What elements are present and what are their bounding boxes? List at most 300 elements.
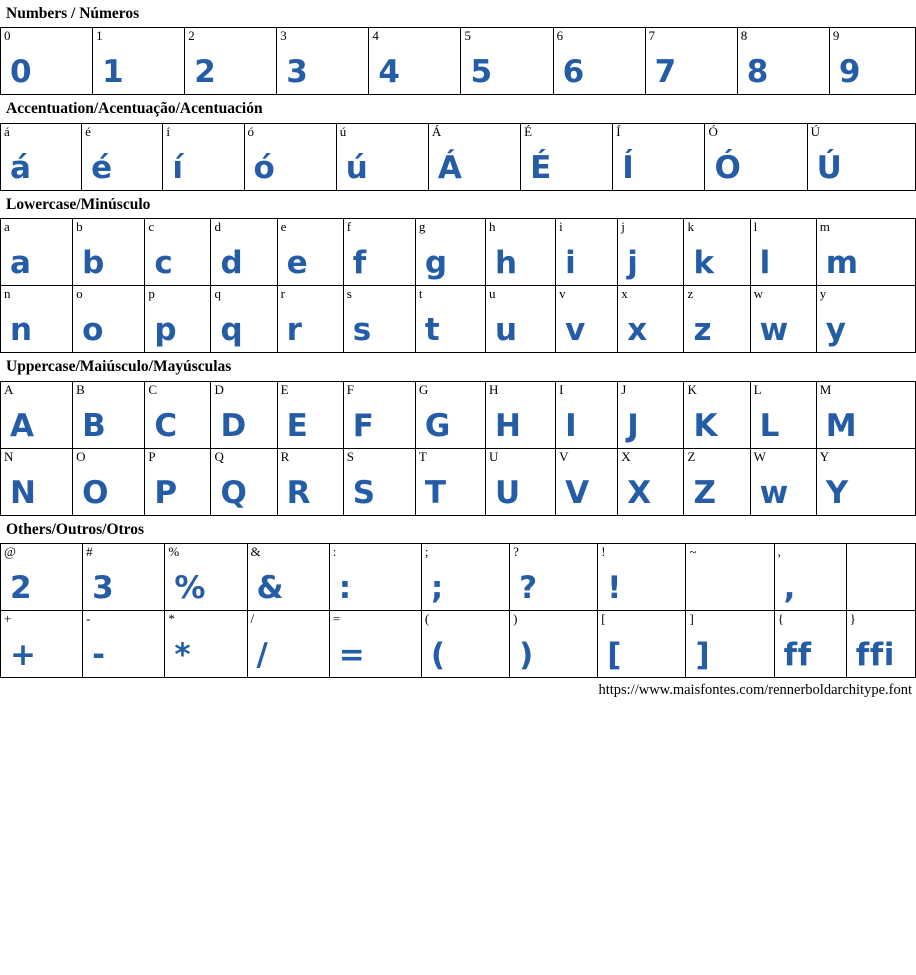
glyph-cell-inner	[82, 124, 162, 190]
glyph-cell-inner	[145, 449, 210, 515]
glyph-char-preview: w	[759, 312, 789, 349]
glyph-cell	[461, 28, 553, 95]
glyph-char-label: R	[280, 448, 290, 464]
glyph-char-label: k	[687, 219, 694, 235]
glyph-char-preview: Ú	[816, 149, 843, 186]
glyph-cell-inner	[684, 449, 749, 515]
glyph-char-label: Ú	[810, 123, 821, 139]
glyph-char-preview: j	[627, 245, 639, 282]
glyph-char-preview: 1	[102, 54, 125, 91]
glyph-char-label: T	[418, 448, 427, 464]
glyph-cell	[369, 28, 461, 95]
glyph-char-label: t	[418, 286, 423, 302]
glyph-char-preview: v	[565, 312, 586, 349]
glyph-cell	[145, 448, 211, 515]
glyph-row	[1, 286, 916, 353]
glyph-char-label: j	[621, 219, 625, 235]
glyph-cell-inner	[145, 286, 210, 352]
glyph-cell-inner	[646, 28, 737, 94]
glyph-cell	[486, 381, 556, 448]
glyph-char-label: B	[76, 381, 85, 397]
glyph-cell-inner	[211, 219, 276, 285]
glyph-cell-inner	[145, 382, 210, 448]
glyph-cell-inner	[344, 286, 415, 352]
glyph-cell-inner	[618, 382, 683, 448]
glyph-char-label: 5	[464, 28, 471, 44]
glyph-char-label: I	[559, 381, 564, 397]
glyph-char-preview: b	[82, 245, 105, 282]
glyph-char-preview: u	[495, 312, 518, 349]
glyph-cell-inner	[278, 286, 343, 352]
glyph-char-preview: -	[92, 636, 106, 673]
glyph-char-preview: Ó	[714, 149, 742, 186]
glyph-cell-inner	[556, 449, 617, 515]
glyph-cell	[750, 448, 816, 515]
glyph-cell-inner	[817, 219, 915, 285]
glyph-cell	[705, 123, 807, 190]
glyph-char-label: L	[753, 381, 762, 397]
glyph-char-label: Z	[687, 448, 696, 464]
glyph-char-preview: &	[256, 569, 285, 606]
glyph-char-label: (	[424, 610, 430, 626]
glyph-cell	[737, 28, 829, 95]
glyph-cell	[556, 381, 618, 448]
glyph-cell-inner	[245, 124, 336, 190]
glyph-char-label: 1	[96, 28, 103, 44]
glyph-char-label: á	[4, 123, 10, 139]
glyph-cell-inner	[1, 449, 72, 515]
glyph-char-label: *	[168, 610, 175, 626]
glyph-char-preview: 7	[654, 54, 677, 91]
glyph-cell-inner	[278, 219, 343, 285]
glyph-char-label: H	[489, 381, 499, 397]
glyph-cell-inner	[278, 449, 343, 515]
glyph-char-label: =	[332, 610, 341, 626]
glyph-char-label: s	[346, 286, 352, 302]
glyph-cell-inner	[165, 611, 246, 677]
glyph-char-label: /	[250, 610, 255, 626]
glyph-char-preview: ó	[253, 149, 276, 186]
glyph-cell	[415, 286, 485, 353]
glyph-cell	[774, 543, 846, 610]
glyph-char-label: O	[76, 448, 86, 464]
glyph-char-label: %	[168, 543, 180, 559]
glyph-cell	[277, 286, 343, 353]
glyph-cell-inner	[73, 219, 144, 285]
glyph-cell-inner	[510, 544, 597, 610]
glyph-char-label: N	[4, 448, 14, 464]
glyph-cell-inner	[1, 611, 82, 677]
glyph-char-preview: ;	[430, 569, 444, 606]
glyph-char-preview: 2	[10, 569, 33, 606]
glyph-cell	[556, 286, 618, 353]
glyph-char-preview: E	[286, 407, 309, 444]
glyph-cell	[277, 28, 369, 95]
glyph-char-preview: ]	[695, 636, 711, 673]
glyph-char-label: i	[559, 219, 563, 235]
glyph-char-label: {	[777, 610, 784, 626]
glyph-row	[1, 28, 916, 95]
glyph-cell	[556, 448, 618, 515]
glyph-row	[1, 543, 916, 610]
glyph-char-label: n	[4, 286, 11, 302]
glyph-cell	[329, 610, 421, 677]
glyph-char-preview: y	[825, 312, 847, 349]
glyph-cell-inner	[486, 286, 555, 352]
glyph-cell-inner	[817, 286, 915, 352]
glyph-cell-inner	[521, 124, 612, 190]
glyph-char-preview: 5	[470, 54, 493, 91]
glyph-char-preview: /	[256, 636, 269, 673]
glyph-char-preview: É	[530, 149, 552, 186]
glyph-cell-inner	[93, 28, 184, 94]
glyph-char-label: V	[559, 448, 569, 464]
glyph-cell	[82, 123, 163, 190]
glyph-cell	[421, 543, 509, 610]
glyph-char-label: f	[346, 219, 352, 235]
glyph-cell-inner	[422, 544, 509, 610]
glyph-cell-inner	[556, 286, 617, 352]
glyph-char-label: 8	[740, 28, 748, 44]
glyph-char-preview: d	[220, 245, 244, 282]
glyph-char-preview: B	[82, 407, 107, 444]
glyph-char-preview: )	[519, 636, 534, 673]
glyph-cell	[165, 543, 247, 610]
glyph-char-label: M	[819, 381, 832, 397]
glyph-char-label: !	[601, 543, 606, 559]
section-title-4: Uppercase/Maiúsculo/Mayúsculas	[6, 358, 232, 376]
glyph-char-preview: %	[174, 569, 206, 606]
glyph-cell-inner	[556, 219, 617, 285]
glyph-cell	[618, 381, 684, 448]
glyph-row	[1, 381, 916, 448]
glyph-char-preview: H	[495, 407, 522, 444]
glyph-char-preview: r	[286, 312, 303, 349]
glyph-char-label: ]	[689, 610, 694, 626]
glyph-cell	[816, 219, 915, 286]
glyph-cell-inner	[486, 382, 555, 448]
glyph-char-label: :	[332, 543, 337, 559]
glyph-char-label: y	[819, 286, 827, 302]
glyph-cell	[618, 219, 684, 286]
glyph-cell	[846, 543, 915, 610]
glyph-cell	[211, 219, 277, 286]
glyph-cell	[343, 381, 415, 448]
glyph-char-label: C	[148, 381, 157, 397]
glyph-cell-inner	[369, 28, 460, 94]
glyph-char-preview: o	[82, 312, 104, 349]
glyph-char-label: [	[601, 610, 606, 626]
glyph-cell	[684, 448, 750, 515]
glyph-char-label: K	[687, 381, 697, 397]
glyph-cell-inner	[705, 124, 806, 190]
glyph-cell	[73, 219, 145, 286]
glyph-cell	[165, 610, 247, 677]
glyph-cell	[1, 610, 83, 677]
glyph-char-label: S	[346, 448, 354, 464]
glyph-char-label: é	[85, 123, 91, 139]
glyph-cell-inner	[429, 124, 520, 190]
glyph-char-preview: n	[10, 312, 33, 349]
glyph-char-preview: Q	[220, 474, 248, 511]
glyph-cell-inner	[847, 544, 915, 610]
glyph-cell	[415, 219, 485, 286]
glyph-char-preview: G	[424, 407, 451, 444]
glyph-char-label: ?	[513, 543, 519, 559]
glyph-char-label: F	[346, 381, 354, 397]
glyph-cell-inner	[554, 28, 645, 94]
glyph-char-label: ú	[339, 123, 347, 139]
glyph-cell-inner	[618, 219, 683, 285]
glyph-cell-inner	[1, 382, 72, 448]
glyph-cell-inner	[73, 382, 144, 448]
glyph-cell	[486, 286, 556, 353]
glyph-char-preview: I	[565, 407, 578, 444]
glyph-row	[1, 610, 916, 677]
glyph-char-label: U	[489, 448, 499, 464]
glyph-cell	[750, 286, 816, 353]
glyph-char-preview: w	[759, 474, 789, 511]
glyph-cell-inner	[486, 449, 555, 515]
glyph-char-label: p	[148, 286, 155, 302]
glyph-cell	[163, 123, 244, 190]
glyph-cell	[247, 543, 329, 610]
glyph-cell-inner	[278, 382, 343, 448]
glyph-cell-inner	[330, 611, 421, 677]
glyph-char-preview: 3	[286, 54, 309, 91]
glyph-cell-inner	[337, 124, 428, 190]
glyph-cell	[510, 610, 598, 677]
glyph-cell	[145, 381, 211, 448]
glyph-char-preview: s	[352, 312, 372, 349]
glyph-char-label: x	[621, 286, 628, 302]
glyph-cell	[211, 381, 277, 448]
glyph-char-label: o	[76, 286, 83, 302]
glyph-cell-inner	[817, 449, 915, 515]
glyph-char-label: +	[4, 610, 12, 626]
glyph-char-label: Q	[214, 448, 224, 464]
glyph-cell-inner	[145, 219, 210, 285]
glyph-char-label: 7	[648, 28, 656, 44]
glyph-cell	[521, 123, 613, 190]
glyph-char-preview: =	[338, 636, 366, 673]
glyph-cell-inner	[618, 286, 683, 352]
glyph-char-preview: *	[174, 636, 192, 673]
glyph-cell	[618, 448, 684, 515]
glyph-char-preview: é	[91, 149, 113, 186]
glyph-cell	[686, 610, 774, 677]
glyph-cell	[343, 448, 415, 515]
glyph-cell-inner	[211, 382, 276, 448]
glyph-cell-inner	[344, 382, 415, 448]
glyph-cell	[247, 610, 329, 677]
glyph-char-preview: ff	[783, 636, 812, 673]
glyph-cell-inner	[738, 28, 829, 94]
glyph-char-preview: (	[430, 636, 446, 673]
source-url: https://www.maisfontes.com/rennerboldarchitype.font	[598, 681, 912, 698]
glyph-cell-inner	[1, 28, 92, 94]
glyph-char-preview: 9	[838, 54, 861, 91]
glyph-char-preview: f	[352, 245, 367, 282]
glyph-cell-inner	[598, 544, 685, 610]
glyph-table	[0, 543, 916, 678]
glyph-char-preview: ú	[345, 149, 369, 186]
glyph-char-label: E	[280, 381, 289, 397]
glyph-cell-inner	[165, 544, 246, 610]
glyph-char-label: A	[4, 381, 14, 397]
glyph-char-preview: T	[424, 474, 447, 511]
glyph-cell	[415, 448, 485, 515]
glyph-char-label: J	[621, 381, 627, 397]
glyph-cell-inner	[618, 449, 683, 515]
glyph-char-label: w	[753, 286, 763, 302]
glyph-cell	[343, 286, 415, 353]
glyph-cell-inner	[808, 124, 915, 190]
glyph-cell	[846, 610, 915, 677]
glyph-cell	[1, 28, 93, 95]
section-title-2: Accentuation/Acentuação/Acentuación	[6, 100, 263, 118]
glyph-char-label: a	[4, 219, 10, 235]
glyph-cell	[428, 123, 520, 190]
glyph-cell	[93, 28, 185, 95]
glyph-char-preview: +	[10, 636, 37, 673]
glyph-cell-inner	[211, 449, 276, 515]
glyph-char-label: q	[214, 286, 221, 302]
glyph-char-label: Í	[616, 123, 621, 139]
glyph-char-label: e	[280, 219, 287, 235]
glyph-cell-inner	[684, 219, 749, 285]
glyph-char-label: 3	[280, 28, 287, 44]
glyph-char-preview: D	[220, 407, 247, 444]
glyph-char-preview: 4	[378, 54, 401, 91]
glyph-char-preview: x	[627, 312, 648, 349]
glyph-cell-inner	[556, 382, 617, 448]
glyph-char-preview: ,	[783, 569, 796, 606]
glyph-cell	[750, 381, 816, 448]
glyph-cell	[686, 543, 774, 610]
glyph-char-preview: K	[693, 407, 718, 444]
glyph-char-preview: q	[220, 312, 244, 349]
glyph-cell	[421, 610, 509, 677]
glyph-char-label: Ó	[708, 123, 718, 139]
glyph-char-label: W	[753, 448, 766, 464]
glyph-table	[0, 27, 916, 95]
glyph-cell	[73, 381, 145, 448]
glyph-char-label: v	[559, 286, 566, 302]
glyph-cell-inner	[1, 544, 82, 610]
glyph-cell	[816, 448, 915, 515]
glyph-cell-inner	[422, 611, 509, 677]
glyph-cell	[613, 123, 705, 190]
glyph-cell-inner	[248, 611, 329, 677]
glyph-char-label: 2	[188, 28, 195, 44]
glyph-cell	[83, 610, 165, 677]
glyph-char-preview: Y	[825, 474, 849, 511]
glyph-char-preview: 2	[194, 54, 217, 91]
glyph-cell	[211, 286, 277, 353]
section-title-3: Lowercase/Minúsculo	[6, 195, 151, 213]
glyph-cell-inner	[830, 28, 915, 94]
glyph-char-preview: g	[424, 245, 448, 282]
glyph-cell	[1, 219, 73, 286]
glyph-cell	[774, 610, 846, 677]
glyph-cell-inner	[163, 124, 243, 190]
glyph-char-preview: C	[154, 407, 178, 444]
glyph-char-label: í	[166, 123, 170, 139]
glyph-cell	[185, 28, 277, 95]
glyph-cell	[510, 543, 598, 610]
glyph-char-label: d	[214, 219, 221, 235]
glyph-char-label: @	[4, 543, 16, 559]
glyph-cell	[1, 448, 73, 515]
glyph-cell-inner	[817, 382, 915, 448]
section-title-5: Others/Outros/Otros	[6, 520, 145, 538]
glyph-cell-inner	[847, 611, 915, 677]
glyph-cell	[684, 381, 750, 448]
glyph-cell-inner	[751, 286, 816, 352]
glyph-char-preview: 6	[562, 54, 585, 91]
glyph-cell-inner	[330, 544, 421, 610]
glyph-cell	[329, 543, 421, 610]
glyph-char-label: h	[489, 219, 496, 235]
glyph-cell	[244, 123, 336, 190]
glyph-char-label: u	[489, 286, 496, 302]
glyph-cell-inner	[775, 611, 846, 677]
glyph-cell-inner	[73, 286, 144, 352]
glyph-char-label: b	[76, 219, 83, 235]
glyph-char-label: 6	[556, 28, 564, 44]
glyph-cell	[486, 219, 556, 286]
glyph-char-preview: O	[82, 474, 110, 511]
glyph-cell	[73, 448, 145, 515]
glyph-cell-inner	[248, 544, 329, 610]
glyph-cell	[1, 543, 83, 610]
glyph-char-label: ~	[689, 543, 697, 559]
glyph-char-preview: 3	[92, 569, 115, 606]
glyph-char-label: z	[687, 286, 694, 302]
glyph-cell-inner	[684, 286, 749, 352]
glyph-char-preview: c	[154, 245, 174, 282]
glyph-cell-inner	[344, 449, 415, 515]
glyph-char-label: l	[753, 219, 758, 235]
glyph-cell	[553, 28, 645, 95]
glyph-table	[0, 381, 916, 516]
glyph-cell	[598, 610, 686, 677]
glyph-cell	[145, 286, 211, 353]
glyph-char-preview: !	[607, 569, 622, 606]
glyph-char-preview: t	[424, 312, 441, 349]
glyph-char-preview: z	[693, 312, 712, 349]
glyph-char-label: G	[418, 381, 429, 397]
glyph-cell	[829, 28, 915, 95]
glyph-char-label: ,	[777, 543, 781, 559]
glyph-cell-inner	[598, 611, 685, 677]
glyph-cell-inner	[211, 286, 276, 352]
glyph-char-preview: á	[10, 149, 32, 186]
glyph-char-preview: 0	[10, 54, 33, 91]
glyph-char-label: Á	[431, 123, 442, 139]
glyph-cell-inner	[416, 449, 485, 515]
glyph-cell	[684, 286, 750, 353]
glyph-char-label: m	[819, 219, 830, 235]
glyph-cell-inner	[1, 124, 81, 190]
glyph-char-label: 9	[832, 28, 840, 44]
glyph-cell	[1, 381, 73, 448]
glyph-char-preview: e	[286, 245, 309, 282]
glyph-char-preview: J	[627, 407, 640, 444]
glyph-char-preview: k	[693, 245, 715, 282]
glyph-char-label: #	[86, 543, 93, 559]
